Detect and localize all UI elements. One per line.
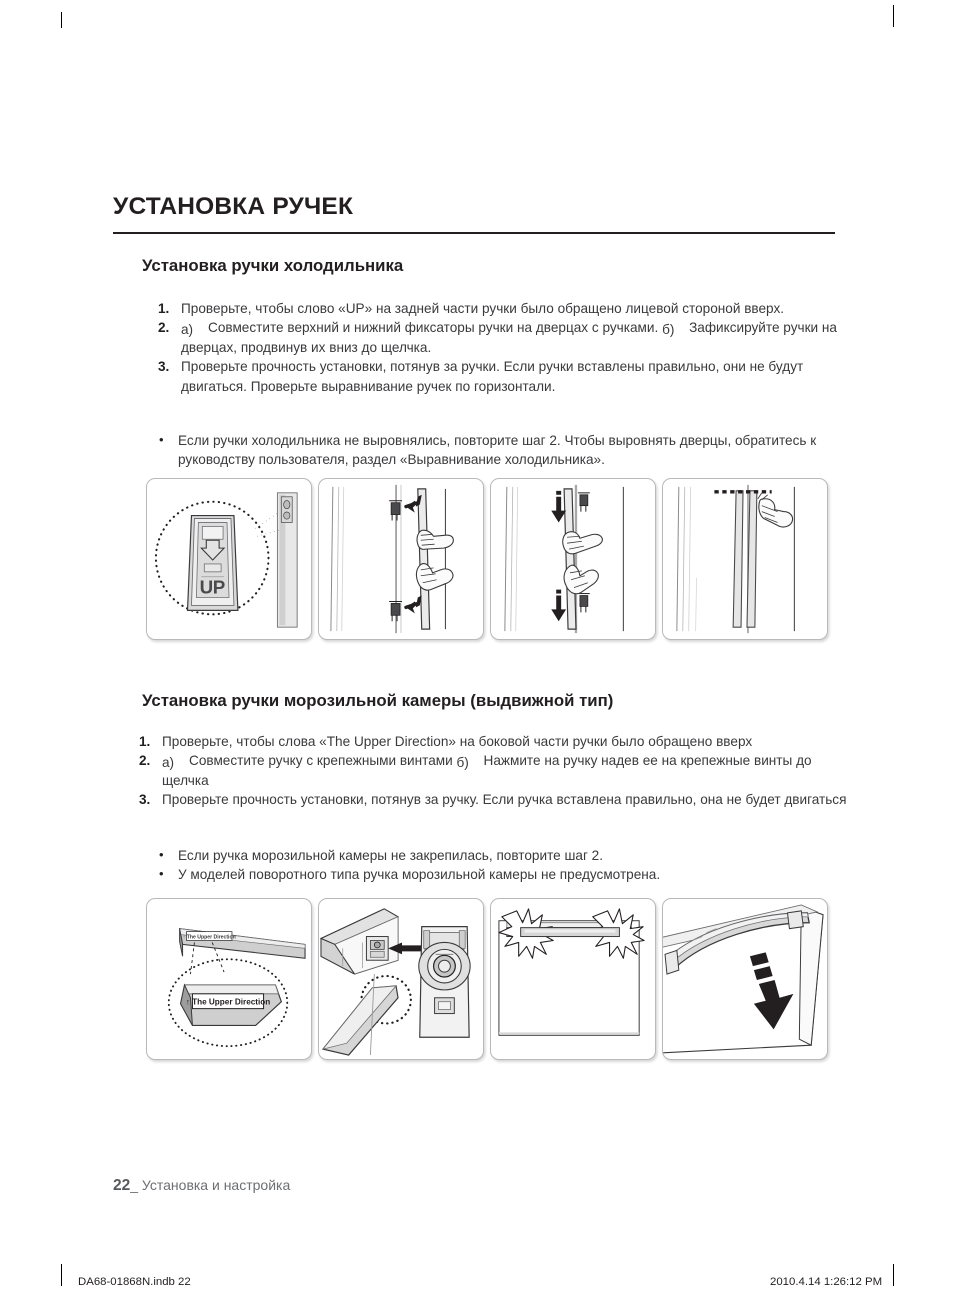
figure-slide-handle-down (490, 478, 656, 640)
step-text (181, 318, 858, 357)
step-marker: 1. (158, 301, 170, 316)
folio-label: _ Установка и настройка (130, 1177, 291, 1193)
sub-item-marker: а) (181, 322, 194, 338)
note-text: Если ручка морозильной камеры не закрепилась, повторите шаг 2. (178, 848, 604, 863)
crop-mark-bottom-right (893, 1264, 894, 1286)
fridge-handle-steps (158, 299, 858, 396)
figure-freezer-handle-upper-direction (146, 898, 312, 1060)
step-text: Проверьте прочность установки, потянув за ручки. Если ручки вставлены правильно, они не будут двигаться. Проверьте выравнивание ручек по горизонтали. (181, 359, 804, 394)
pull-handle-illustration (663, 899, 827, 1059)
list-item (155, 846, 855, 865)
page-folio (113, 1177, 290, 1195)
click-bursts-illustration (491, 899, 655, 1059)
note-text: У моделей поворотного типа ручка морозильной камеры не предусмотрена. (178, 867, 661, 883)
bullet-icon: • (159, 866, 164, 882)
step-marker: 2. (158, 320, 170, 336)
section-heading-fridge-handle: Установка ручки холодильника (142, 256, 404, 275)
svg-text:UP: UP (199, 576, 225, 598)
bullet-icon: • (159, 432, 164, 447)
list-item (158, 318, 858, 357)
figure-align-handle-brackets (318, 478, 484, 640)
page-title: УСТАНОВКА РУЧЕК (113, 193, 354, 220)
sub-item (181, 320, 662, 338)
step-text: Проверьте, чтобы слово «UP» на задней части ручки было обращено лицевой стороной вверх. (181, 301, 785, 316)
print-timestamp: 2010.4.14 1:26:12 PM (770, 1276, 883, 1288)
figure-handle-back-up-label (146, 478, 312, 640)
align-brackets-illustration (319, 479, 483, 639)
figure-check-handle-alignment (662, 478, 828, 640)
svg-text:↑ The Upper Direction: ↑ The Upper Direction (185, 997, 271, 1007)
folio-number: 22 (113, 1177, 131, 1194)
sub-item-marker: б) (662, 322, 675, 338)
step-marker: 2. (139, 753, 151, 769)
align-with-screws-illustration (319, 899, 483, 1059)
figure-row-freezer-handle (146, 898, 828, 1060)
sub-item-text: Совместите ручку с крепежными винтами (189, 753, 453, 769)
sub-item-text: Совместите верхний и нижний фиксаторы ручки на дверцах с ручками. (208, 320, 659, 336)
step-marker: 1. (139, 734, 151, 749)
step-text (162, 751, 854, 790)
sub-item-marker: б) (456, 755, 469, 771)
figure-press-handle-until-click (490, 898, 656, 1060)
list-item (158, 357, 858, 396)
note-text: Если ручки холодильника не выровнялись, повторите шаг 2. Чтобы выровнять дверцы, обратитесь к руководству пользователя, раздел «Выравнивание холодильника». (178, 433, 817, 468)
list-item (139, 790, 854, 809)
figure-align-handle-with-screws (318, 898, 484, 1060)
title-divider (113, 232, 835, 234)
freezer-handle-steps (139, 732, 854, 810)
handle-back-up-illustration (147, 479, 311, 639)
crop-mark-bottom-left (61, 1264, 62, 1286)
slide-handle-down-illustration (491, 479, 655, 639)
list-item (139, 732, 854, 751)
check-alignment-illustration (663, 479, 827, 639)
sub-item-text: Зафиксируйте ручки на дверцах, продвинув их вниз до щелчка. (181, 320, 837, 355)
list-item (155, 865, 855, 884)
fridge-handle-notes (155, 431, 855, 470)
step-text: Проверьте прочность установки, потянув за ручку. Если ручка вставлена правильно, она не будет двигаться (162, 792, 847, 808)
figure-pull-handle-to-verify (662, 898, 828, 1060)
figure-row-fridge-handle (146, 478, 828, 640)
sub-item-marker: а) (162, 755, 175, 771)
sub-item-text: Нажмите на ручку надев ее на крепежные винты до щелчка (162, 753, 812, 788)
list-item (158, 299, 858, 318)
crop-mark-top-left (61, 12, 62, 28)
list-item (155, 431, 855, 470)
step-text: Проверьте, чтобы слова «The Upper Direction» на боковой части ручки было обращено вверх (162, 734, 753, 749)
step-marker: 3. (158, 359, 170, 375)
section-heading-freezer-handle: Установка ручки морозильной камеры (выдвижной тип) (142, 691, 614, 710)
svg-text:↑ The Upper Direction: ↑ The Upper Direction (182, 934, 236, 941)
list-item (139, 751, 854, 790)
crop-mark-top-right (893, 5, 894, 27)
print-source-file: DA68-01868N.indb 22 (78, 1276, 191, 1288)
freezer-handle-notes (155, 846, 855, 885)
upper-direction-label-illustration (147, 899, 311, 1059)
step-marker: 3. (139, 792, 151, 808)
sub-item (162, 753, 457, 771)
bullet-icon: • (159, 847, 164, 862)
